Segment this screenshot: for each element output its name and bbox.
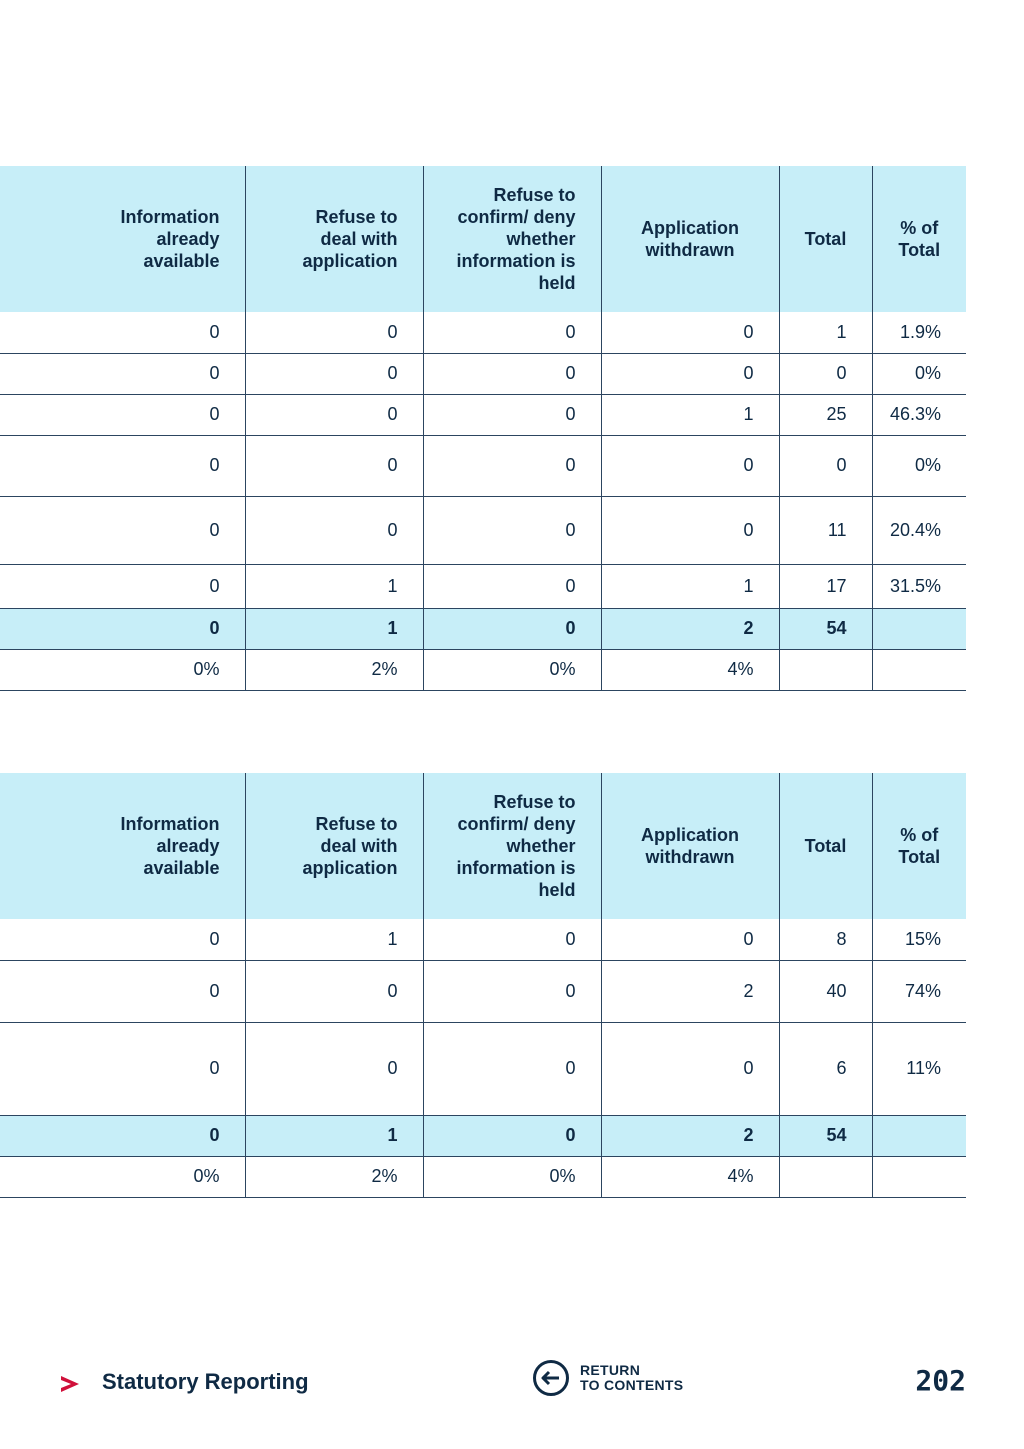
cell: 0: [0, 394, 245, 435]
return-to-contents-button[interactable]: [532, 1358, 683, 1398]
cell: 1: [779, 312, 872, 353]
col-header-information-already-available: Information already available: [0, 166, 245, 312]
cell: 0: [779, 435, 872, 496]
cell: 20.4%: [872, 496, 966, 564]
cell: 0: [423, 960, 601, 1022]
arrow-left-circle-icon: [532, 1359, 570, 1397]
cell: 1.9%: [872, 312, 966, 353]
cell: 0: [245, 353, 423, 394]
percent-cell: 4%: [601, 1156, 779, 1197]
cell: 8: [779, 919, 872, 960]
percent-cell: 2%: [245, 1156, 423, 1197]
total-cell: 0: [423, 1115, 601, 1156]
cell: 0: [245, 496, 423, 564]
col-header-application-withdrawn: Application withdrawn: [601, 773, 779, 919]
percent-cell: 0%: [0, 649, 245, 690]
col-header-total: Total: [779, 166, 872, 312]
cell: 0: [0, 353, 245, 394]
cell: 0: [423, 353, 601, 394]
cell: 0: [601, 496, 779, 564]
total-cell: 1: [245, 608, 423, 649]
cell: 11%: [872, 1022, 966, 1115]
chevron-right-icon: [58, 1371, 84, 1397]
table-row: [0, 496, 966, 564]
cell: 11: [779, 496, 872, 564]
return-label-line1: RETURN: [580, 1362, 641, 1378]
cell: 0: [0, 564, 245, 608]
cell: 0: [423, 312, 601, 353]
table-row: [0, 564, 966, 608]
table-row: [0, 394, 966, 435]
total-cell: [872, 608, 966, 649]
percent-cell: 4%: [601, 649, 779, 690]
cell: 0: [601, 919, 779, 960]
cell: 0: [0, 435, 245, 496]
col-header-information-already-available: Information already available: [0, 773, 245, 919]
table-row: [0, 435, 966, 496]
cell: 0: [0, 1022, 245, 1115]
cell: 0%: [872, 353, 966, 394]
percent-row: [0, 1156, 966, 1197]
cell: 0: [601, 435, 779, 496]
percent-cell: 0%: [423, 649, 601, 690]
table-row: [0, 960, 966, 1022]
totals-row: [0, 1115, 966, 1156]
cell: 0: [0, 312, 245, 353]
total-cell: 54: [779, 608, 872, 649]
cell: 46.3%: [872, 394, 966, 435]
footer-section-title: Statutory Reporting: [102, 1369, 309, 1394]
table-2: [0, 773, 966, 1198]
cell: 0: [423, 435, 601, 496]
cell: 17: [779, 564, 872, 608]
table-row: [0, 1022, 966, 1115]
percent-cell: [872, 1156, 966, 1197]
col-header-refuse-to-confirm-deny: Refuse to confirm/ deny whether information is held: [423, 773, 601, 919]
total-cell: 2: [601, 608, 779, 649]
cell: 2: [601, 960, 779, 1022]
header-row: [0, 166, 966, 312]
col-header-refuse-to-deal: Refuse to deal with application: [245, 166, 423, 312]
percent-cell: 0%: [423, 1156, 601, 1197]
col-header-refuse-to-deal: Refuse to deal with application: [245, 773, 423, 919]
page-number: 202: [915, 1364, 966, 1397]
total-cell: 54: [779, 1115, 872, 1156]
cell: 25: [779, 394, 872, 435]
col-header-refuse-to-confirm-deny: Refuse to confirm/ deny whether information is held: [423, 166, 601, 312]
cell: 15%: [872, 919, 966, 960]
percent-cell: 0%: [0, 1156, 245, 1197]
return-label-line2: TO CONTENTS: [580, 1377, 684, 1393]
cell: 0: [245, 960, 423, 1022]
cell: 0: [245, 394, 423, 435]
col-header-application-withdrawn: Application withdrawn: [601, 166, 779, 312]
col-header-percent-of-total: % of Total: [872, 773, 966, 919]
table-row: [0, 353, 966, 394]
percent-cell: [779, 649, 872, 690]
total-cell: 0: [423, 608, 601, 649]
cell: 0: [0, 919, 245, 960]
percent-cell: 2%: [245, 649, 423, 690]
cell: 0: [0, 960, 245, 1022]
cell: 0: [245, 435, 423, 496]
cell: 0: [423, 1022, 601, 1115]
total-cell: 0: [0, 608, 245, 649]
cell: 0: [0, 496, 245, 564]
table-1: [0, 166, 966, 691]
cell: 0: [245, 312, 423, 353]
cell: 74%: [872, 960, 966, 1022]
cell: 31.5%: [872, 564, 966, 608]
return-label: [580, 1363, 683, 1393]
total-cell: 2: [601, 1115, 779, 1156]
cell: 1: [245, 564, 423, 608]
cell: 0%: [872, 435, 966, 496]
total-cell: 1: [245, 1115, 423, 1156]
cell: 0: [423, 394, 601, 435]
cell: 0: [423, 496, 601, 564]
percent-cell: [872, 649, 966, 690]
cell: 0: [423, 564, 601, 608]
cell: 0: [601, 353, 779, 394]
cell: 1: [245, 919, 423, 960]
cell: 0: [779, 353, 872, 394]
cell: 1: [601, 564, 779, 608]
cell: 0: [601, 1022, 779, 1115]
header-row: [0, 773, 966, 919]
totals-row: [0, 608, 966, 649]
col-header-total: Total: [779, 773, 872, 919]
col-header-percent-of-total: % of Total: [872, 166, 966, 312]
total-cell: 0: [0, 1115, 245, 1156]
percent-cell: [779, 1156, 872, 1197]
cell: 1: [601, 394, 779, 435]
cell: 0: [423, 919, 601, 960]
cell: 0: [245, 1022, 423, 1115]
cell: 40: [779, 960, 872, 1022]
total-cell: [872, 1115, 966, 1156]
table-row: [0, 919, 966, 960]
cell: 0: [601, 312, 779, 353]
cell: 6: [779, 1022, 872, 1115]
table-row: [0, 312, 966, 353]
percent-row: [0, 649, 966, 690]
